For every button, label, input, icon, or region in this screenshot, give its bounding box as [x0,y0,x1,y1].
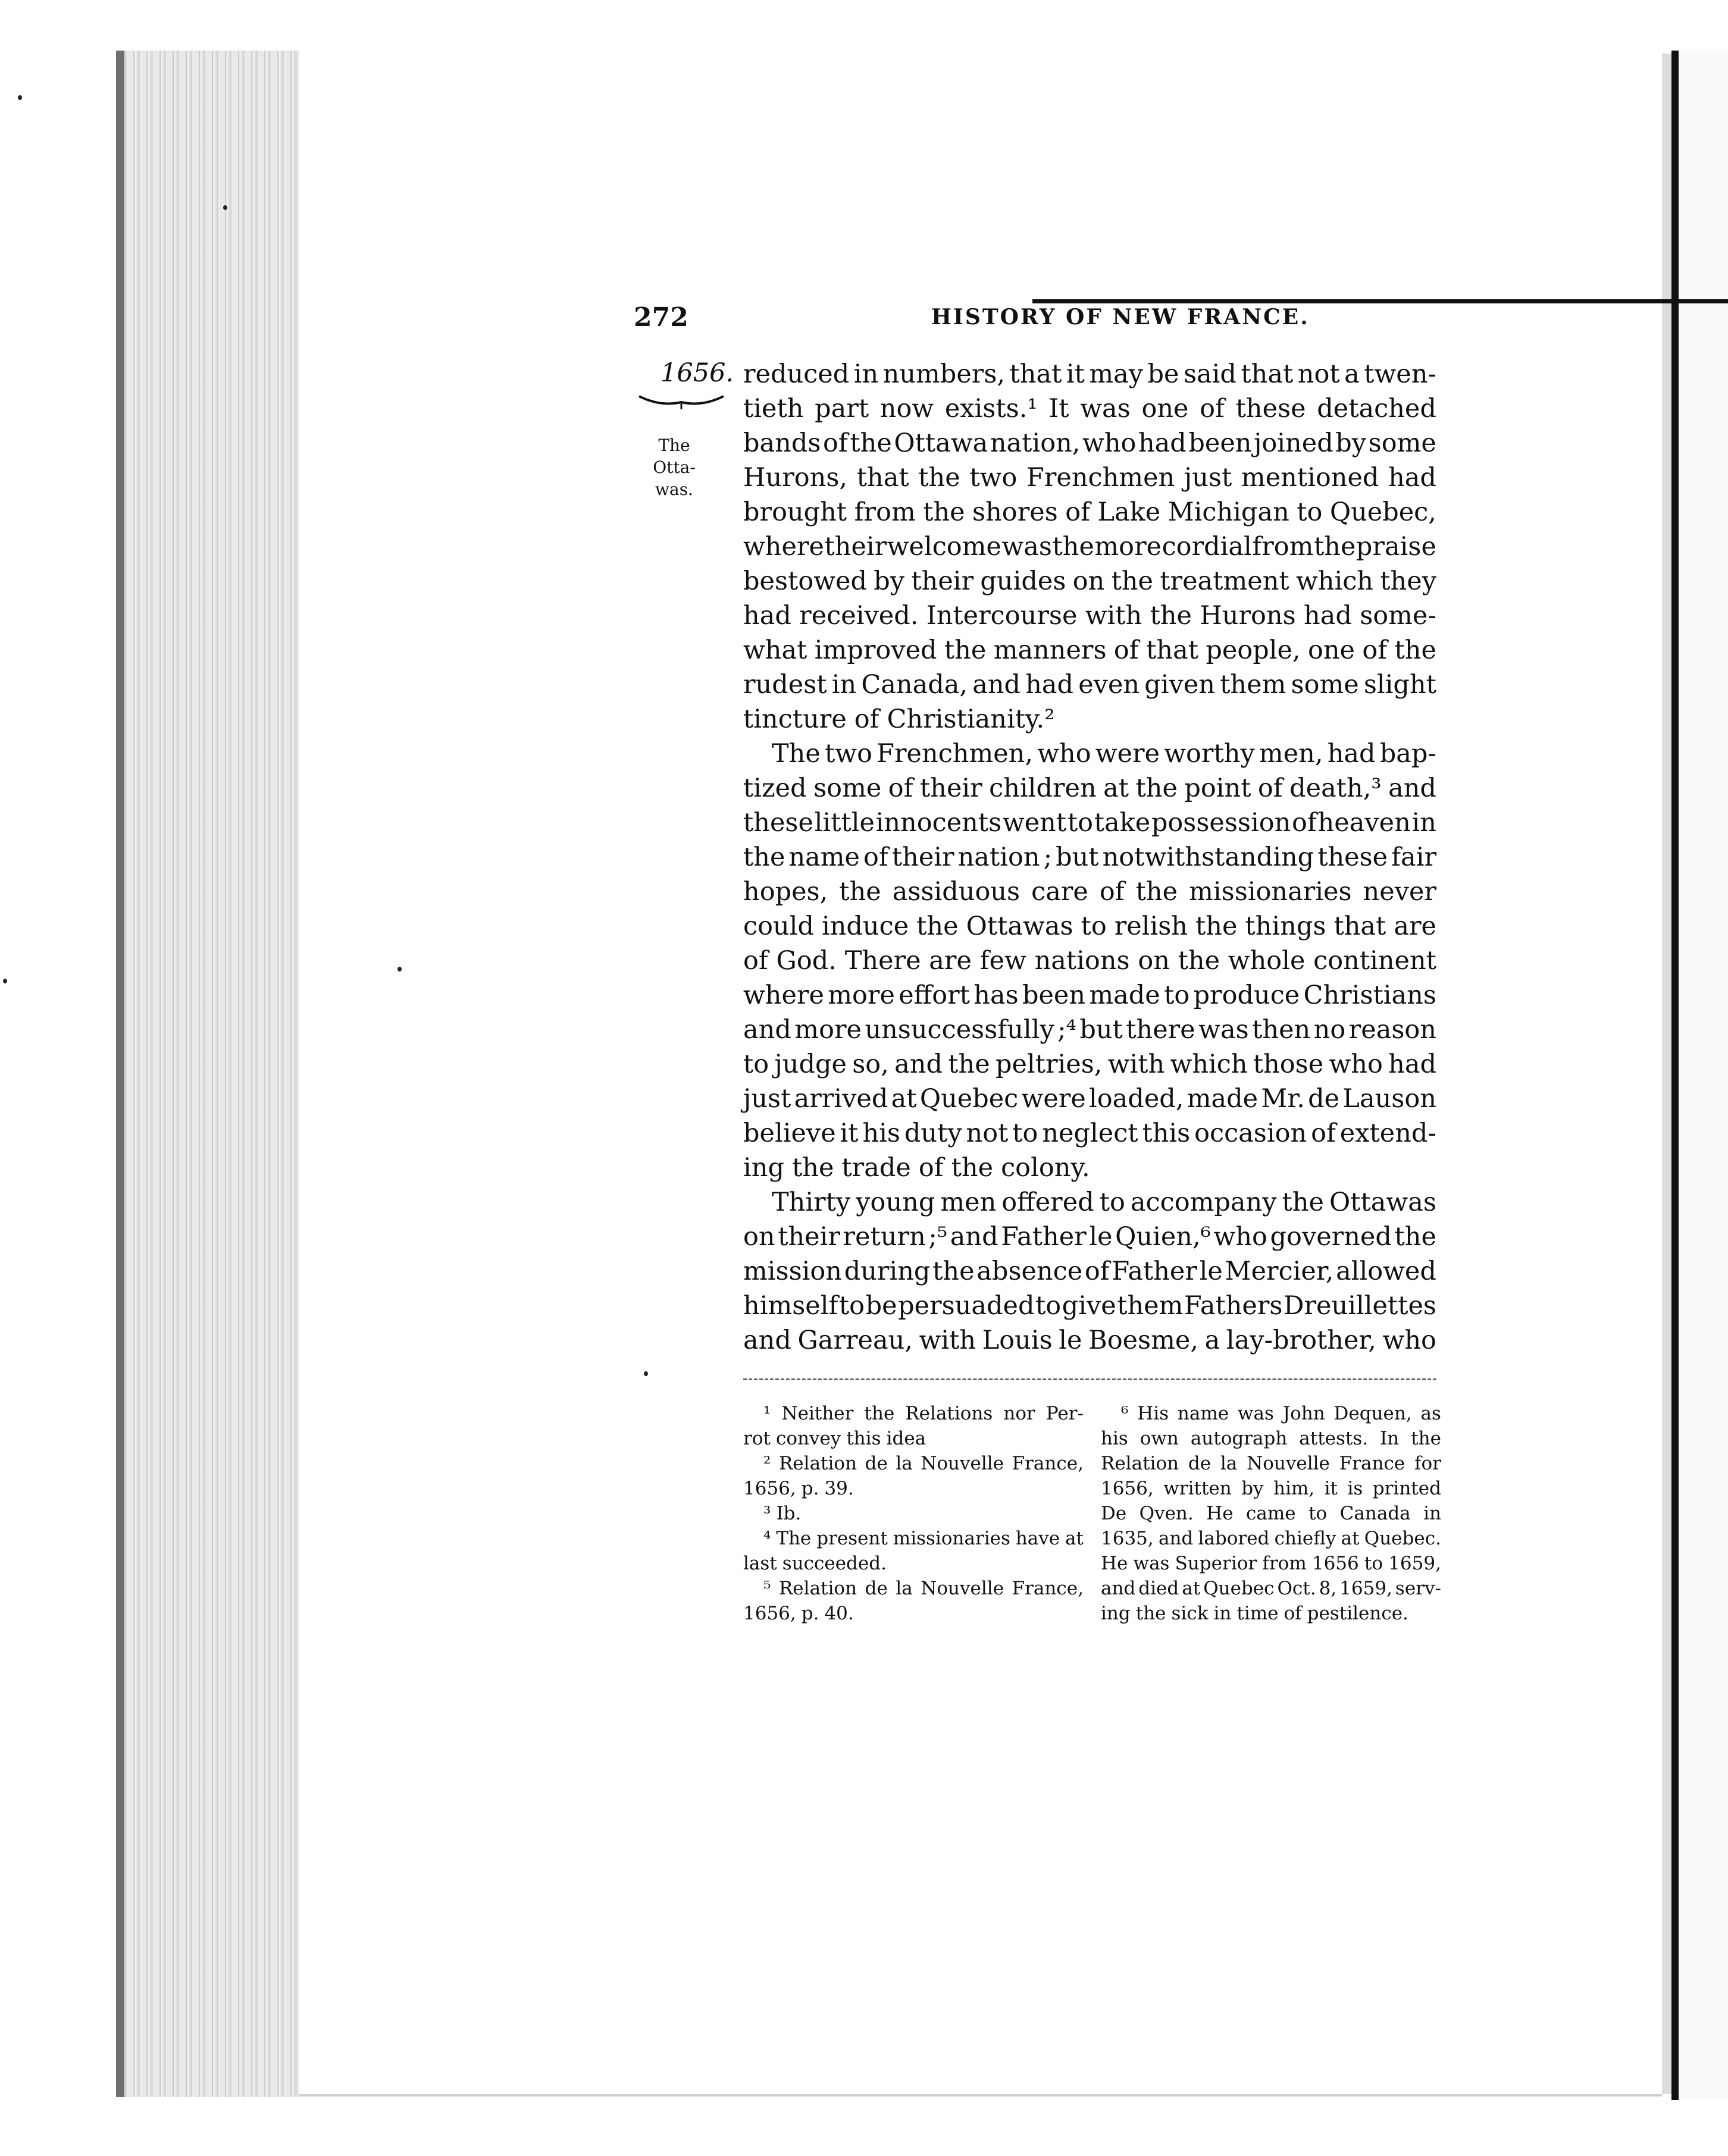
text-line: tincture of Christianity.² [743,704,1055,734]
page-bottom-edge [299,2094,1662,2097]
scan-right-margin [1679,51,1728,2100]
footnote-line: his own autograph attests. In the [1101,1428,1441,1449]
footnote-line: ⁵ Relation de la Nouvelle France, [763,1578,1084,1599]
body-text [743,357,1436,1358]
text-line: the name of their nation ; but notwithstanding these fair [743,842,1436,872]
text-line: reduced in numbers, that it may be said that not a twen- [743,359,1436,389]
footnote-line: and died at Quebec Oct. 8, 1659, serv- [1101,1578,1441,1599]
text-line: mission during the absence of Father le Mercier, allowed [743,1256,1436,1286]
footnote-line: ² Relation de la Nouvelle France, [763,1453,1084,1474]
footnote-line: 1656, written by him, it is printed [1101,1478,1441,1499]
text-line: The two Frenchmen, who were worthy men, had bap- [772,739,1436,769]
facing-page-gutter [1671,51,1679,2100]
text-line: brought from the shores of Lake Michigan to Quebec, [743,497,1436,527]
text-line: ing the trade of the colony. [743,1153,1090,1183]
text-line: and Garreau, with Louis le Boesme, a lay-brother, who [743,1325,1436,1355]
book-page-edge [116,51,299,2097]
text-line: to judge so, and the peltries, with which those who had [743,1049,1436,1079]
scan-speck [3,979,7,983]
running-head-rule [1032,299,1728,303]
text-line: Hurons, that the two Frenchmen just mentioned had [743,463,1436,493]
facing-page-edge [1662,54,1671,2094]
margin-topic-line: The Otta- [653,435,696,477]
footnote-line: last succeeded. [743,1553,887,1574]
footnote-line: 1635, and labored chiefly at Quebec. [1101,1528,1441,1549]
text-line: on their return ;⁵ and Father le Quien,⁶ who governed the [743,1222,1436,1252]
footnote-rule [743,1378,1436,1380]
text-line: where more effort has been made to produce Christians [743,980,1436,1010]
footnote-line: ing the sick in time of pestilence. [1101,1603,1408,1624]
text-line: tized some of their children at the point of death,³ and [743,773,1436,803]
text-line: what improved the manners of that people, one of the [743,635,1436,665]
footnote-line: ⁶ His name was John Dequen, as [1121,1403,1441,1424]
footnote-line: De Qven. He came to Canada in [1101,1503,1441,1524]
brace-icon [637,393,726,412]
text-line: Thirty young men offered to accompany the Ottawas [772,1187,1436,1217]
text-line: and more unsuccessfully ;⁴ but there was then no reason [743,1015,1436,1045]
scan-speck [644,1371,648,1376]
footnote-line: rot convey this idea [743,1428,926,1449]
text-line: rudest in Canada, and had even given them some slight [743,670,1436,700]
footnote-line: He was Superior from 1656 to 1659, [1101,1553,1441,1574]
scan-speck [223,205,227,210]
margin-topic-line: was. [655,480,693,499]
text-line: had received. Intercourse with the Hurons had some- [743,601,1436,631]
text-line: could induce the Ottawas to relish the things that are [743,911,1436,941]
text-line: just arrived at Quebec were loaded, made Mr. de Lauson [743,1084,1436,1114]
text-line: these little innocents went to take possession of heaven in [743,808,1436,838]
footnote-line: Relation de la Nouvelle France for [1101,1453,1441,1474]
scan-speck [397,967,402,972]
footnote-line: ¹ Neither the Relations nor Per- [763,1403,1084,1424]
running-head: HISTORY OF NEW FRANCE. [931,305,1310,330]
text-line: of God. There are few nations on the whole continent [743,946,1436,976]
margin-topic [636,434,713,500]
text-line: where their welcome was the more cordial from the praise [743,532,1436,562]
footnote-line: 1656, p. 39. [743,1478,854,1499]
footnotes-left-column [743,1401,1084,1626]
text-line: tieth part now exists.¹ It was one of these detached [743,394,1436,424]
text-line: bestowed by their guides on the treatment which they [743,566,1436,596]
text-line: hopes, the assiduous care of the missionaries never [743,877,1436,907]
margin-year: 1656. [660,358,734,388]
text-line: bands of the Ottawa nation, who had been joined by some [743,428,1436,458]
footnote-line: ³ Ib. [763,1503,802,1524]
text-line: himself to be persuaded to give them Fathers Dreuillettes [743,1291,1436,1321]
page-number: 272 [634,302,688,333]
text-line: believe it his duty not to neglect this occasion of extend- [743,1118,1436,1148]
scan-speck [18,95,22,100]
footnotes-right-column [1101,1401,1441,1626]
footnote-line: 1656, p. 40. [743,1603,854,1624]
footnote-line: ⁴ The present missionaries have at [763,1528,1084,1549]
